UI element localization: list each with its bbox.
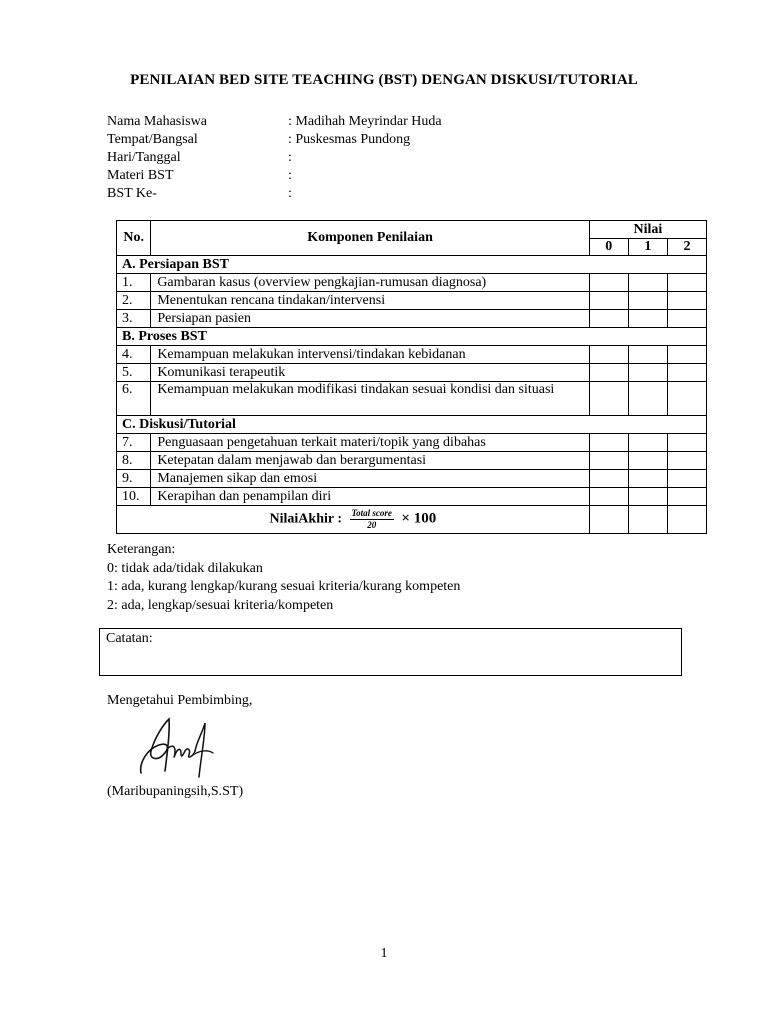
- legend-line: 2: ada, lengkap/sesuai kriteria/kompeten: [107, 597, 334, 613]
- header-score-0: 0: [589, 239, 628, 256]
- score-cell-0[interactable]: [589, 274, 628, 292]
- document-title: PENILAIAN BED SITE TEACHING (BST) DENGAN DISKUSI/TUTORIAL: [130, 72, 638, 88]
- item-no: 6.: [117, 382, 151, 416]
- score-cell-1[interactable]: [628, 364, 667, 382]
- handwritten-signature: [137, 715, 217, 781]
- final-score-row: [117, 506, 707, 534]
- final-score-cell-1[interactable]: [628, 506, 667, 534]
- score-cell-0[interactable]: [589, 310, 628, 328]
- final-score-cell-0[interactable]: [589, 506, 628, 534]
- score-cell-2[interactable]: [667, 346, 706, 364]
- table-row: [117, 274, 707, 292]
- assessment-table: [116, 220, 707, 534]
- identity-value: : Puskesmas Pundong: [288, 132, 411, 147]
- score-cell-2[interactable]: [667, 292, 706, 310]
- table-header-row: [117, 221, 707, 239]
- score-cell-0[interactable]: [589, 382, 628, 416]
- section-title: B. Proses BST: [117, 328, 707, 346]
- identity-value: :: [288, 168, 292, 183]
- identity-block: [107, 113, 442, 203]
- item-no: 3.: [117, 310, 151, 328]
- score-cell-0[interactable]: [589, 470, 628, 488]
- score-cell-1[interactable]: [628, 346, 667, 364]
- score-cell-0[interactable]: [589, 452, 628, 470]
- identity-row-place: [107, 131, 442, 149]
- table-row: [117, 346, 707, 364]
- item-text: Gambaran kasus (overview pengkajian-rumusan diagnosa): [151, 274, 589, 292]
- table-row: [117, 382, 707, 416]
- table-row: [117, 434, 707, 452]
- item-text: Persiapan pasien: [151, 310, 589, 328]
- item-text: Menentukan rencana tindakan/intervensi: [151, 292, 589, 310]
- header-score-1: 1: [628, 239, 667, 256]
- section-row: [117, 328, 707, 346]
- score-cell-2[interactable]: [667, 364, 706, 382]
- score-cell-1[interactable]: [628, 274, 667, 292]
- table-row: [117, 364, 707, 382]
- acknowledgement-text: Mengetahui Pembimbing,: [107, 693, 253, 708]
- identity-label: Hari/Tanggal: [107, 150, 181, 165]
- item-no: 7.: [117, 434, 151, 452]
- legend-line: 1: ada, kurang lengkap/kurang sesuai kriteria/kurang kompeten: [107, 579, 461, 594]
- section-title: C. Diskusi/Tutorial: [117, 416, 707, 434]
- score-cell-1[interactable]: [628, 470, 667, 488]
- score-cell-1[interactable]: [628, 382, 667, 416]
- score-cell-0[interactable]: [589, 346, 628, 364]
- score-cell-2[interactable]: [667, 434, 706, 452]
- identity-label: Nama Mahasiswa: [107, 114, 207, 129]
- header-no: No.: [117, 221, 151, 256]
- score-cell-0[interactable]: [589, 292, 628, 310]
- section-row: [117, 256, 707, 274]
- score-cell-0[interactable]: [589, 488, 628, 506]
- page-number: 1: [380, 946, 388, 961]
- header-nilai: Nilai: [589, 221, 706, 239]
- item-text: Kerapihan dan penampilan diri: [151, 488, 589, 506]
- identity-label: Tempat/Bangsal: [107, 132, 198, 147]
- section-row: [117, 416, 707, 434]
- legend-line: 0: tidak ada/tidak dilakukan: [107, 560, 263, 576]
- section-title: A. Persiapan BST: [117, 256, 707, 274]
- advisor-name: (Maribupaningsih,S.ST): [107, 784, 244, 799]
- score-cell-2[interactable]: [667, 452, 706, 470]
- final-score-cell-2[interactable]: [667, 506, 706, 534]
- score-cell-1[interactable]: [628, 310, 667, 328]
- fraction-denominator: 20: [367, 520, 377, 530]
- fraction-numerator: Total score: [351, 508, 392, 518]
- item-no: 1.: [117, 274, 151, 292]
- final-score-label: NilaiAkhir :: [269, 511, 342, 527]
- legend-block: [107, 541, 460, 615]
- item-no: 4.: [117, 346, 151, 364]
- header-score-2: 2: [667, 239, 706, 256]
- identity-value: :: [288, 150, 292, 165]
- header-komponen: Komponen Penilaian: [151, 221, 589, 256]
- item-no: 2.: [117, 292, 151, 310]
- identity-row-date: [107, 149, 442, 167]
- identity-row-name: [107, 113, 442, 131]
- table-row: [117, 292, 707, 310]
- score-cell-2[interactable]: [667, 470, 706, 488]
- score-cell-1[interactable]: [628, 292, 667, 310]
- final-score-formula: [117, 506, 590, 534]
- identity-label: BST Ke-: [107, 186, 157, 201]
- identity-row-material: [107, 167, 442, 185]
- item-no: 10.: [117, 488, 151, 506]
- item-no: 8.: [117, 452, 151, 470]
- score-cell-2[interactable]: [667, 382, 706, 416]
- final-score-fraction: [350, 508, 394, 531]
- score-cell-1[interactable]: [628, 488, 667, 506]
- score-cell-2[interactable]: [667, 274, 706, 292]
- score-cell-0[interactable]: [589, 364, 628, 382]
- score-cell-2[interactable]: [667, 488, 706, 506]
- notes-box[interactable]: [99, 628, 682, 676]
- item-text: Manajemen sikap dan emosi: [151, 470, 589, 488]
- identity-value: :: [288, 186, 292, 201]
- item-text: Kemampuan melakukan intervensi/tindakan kebidanan: [151, 346, 589, 364]
- score-cell-0[interactable]: [589, 434, 628, 452]
- identity-value: : Madihah Meyrindar Huda: [288, 114, 442, 129]
- identity-row-session: [107, 185, 442, 203]
- table-row: [117, 310, 707, 328]
- item-no: 5.: [117, 364, 151, 382]
- item-text: Komunikasi terapeutik: [151, 364, 589, 382]
- item-text: Kemampuan melakukan modifikasi tindakan sesuai kondisi dan situasi: [151, 382, 589, 416]
- score-cell-1[interactable]: [628, 452, 667, 470]
- final-score-multiplier: × 100: [401, 510, 437, 527]
- table-row: [117, 452, 707, 470]
- score-cell-1[interactable]: [628, 434, 667, 452]
- item-text: Ketepatan dalam menjawab dan berargumentasi: [151, 452, 589, 470]
- table-row: [117, 488, 707, 506]
- legend-title: Keterangan:: [107, 542, 176, 557]
- item-no: 9.: [117, 470, 151, 488]
- score-cell-2[interactable]: [667, 310, 706, 328]
- item-text: Penguasaan pengetahuan terkait materi/topik yang dibahas: [151, 434, 589, 452]
- notes-label: Catatan:: [106, 631, 153, 646]
- table-row: [117, 470, 707, 488]
- identity-label: Materi BST: [107, 168, 174, 183]
